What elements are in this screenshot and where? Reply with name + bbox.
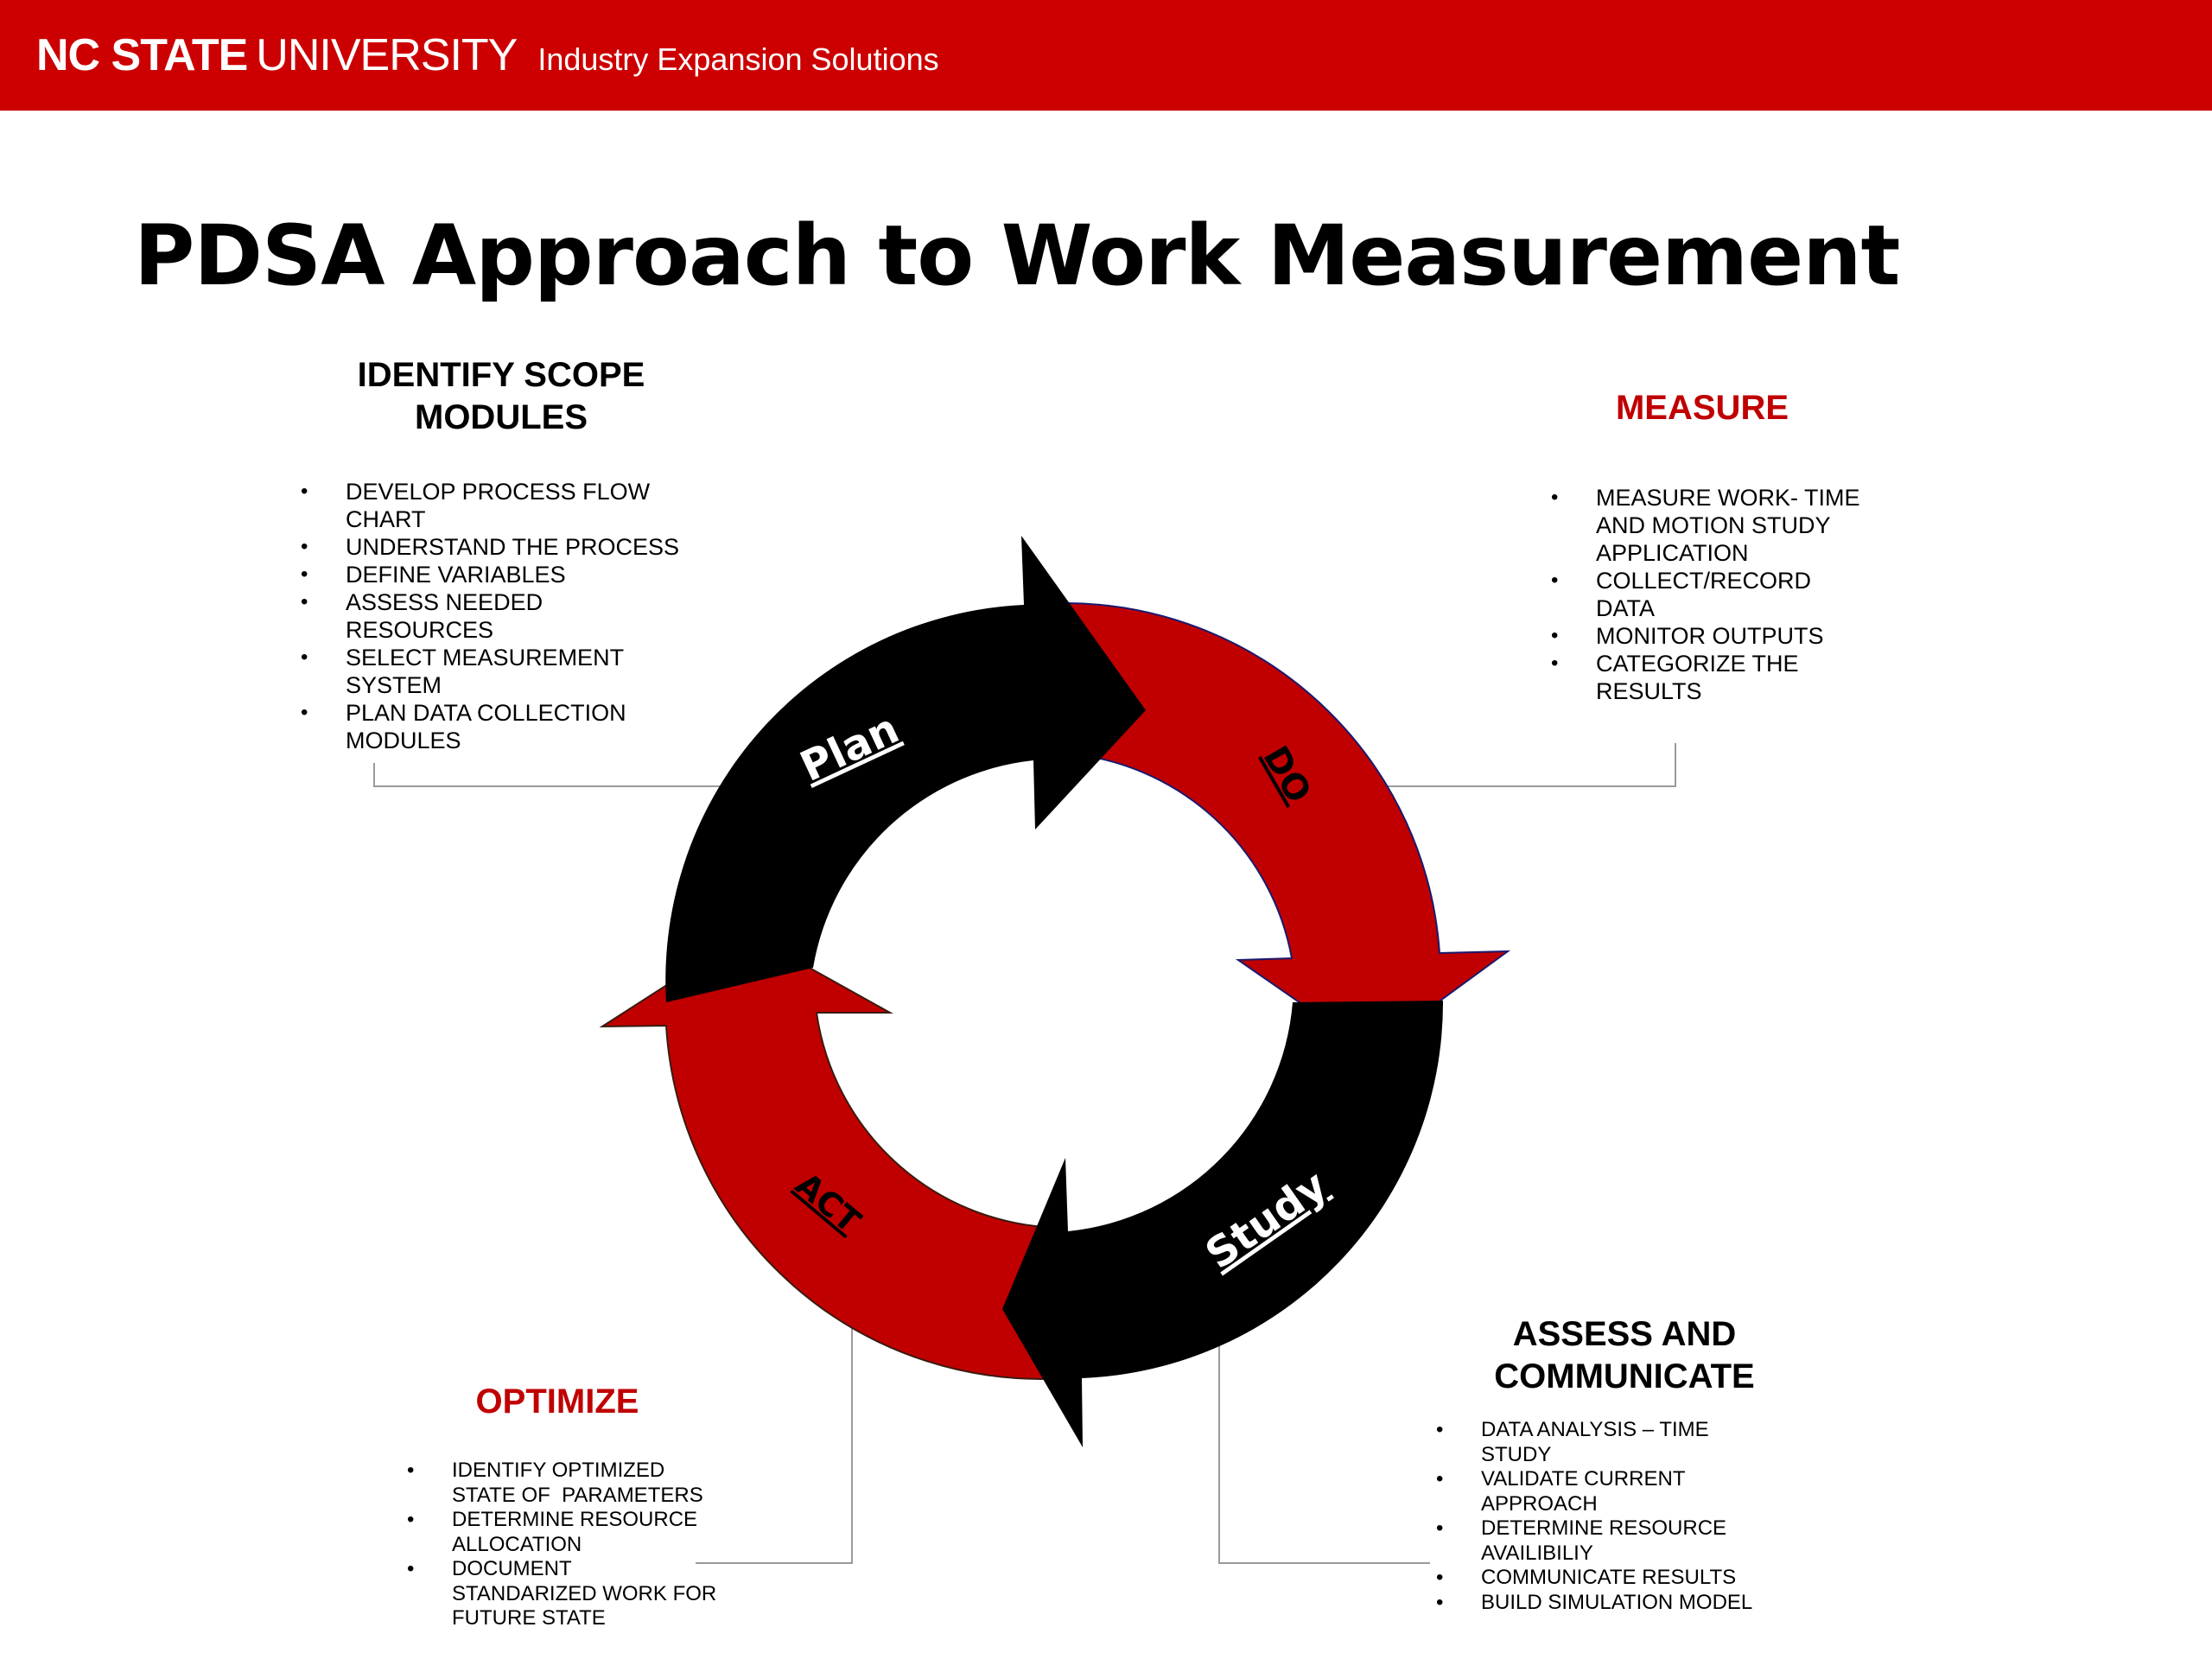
item-line: FUTURE STATE [452,1606,606,1630]
slide-title: PDSA Approach to Work Measurement [134,207,1900,304]
item-line: • ASSESS NEEDED [346,589,543,615]
list-item [1551,650,1914,705]
item-line: RESULTS [1596,678,1702,704]
assess-heading [1452,1313,1797,1398]
list-item [301,699,715,754]
list-item [1436,1467,1799,1516]
item-line: • COLLECT/RECORD [1596,568,1812,594]
item-line: DATA [1596,595,1656,621]
item-line: • UNDERSTAND THE PROCESS [346,534,680,560]
item-line: STUDY [1481,1442,1552,1466]
optimize-list [407,1459,770,1631]
item-line: • VALIDATE CURRENT [1481,1467,1686,1491]
item-line: • MONITOR OUTPUTS [1596,623,1824,649]
item-line: • COMMUNICATE RESULTS [1481,1566,1737,1589]
list-item [1551,484,1914,567]
brand-light-text: UNIVERSITY [256,30,518,80]
list-item [1436,1418,1799,1467]
item-line: STATE OF PARAMETERS [452,1483,703,1507]
identify-list [301,478,715,754]
item-line: • DETERMINE RESOURCE [452,1508,698,1531]
item-line: APPLICATION [1596,540,1749,566]
item-line: • DATA ANALYSIS – TIME [1481,1418,1709,1441]
list-item [407,1508,770,1557]
act-label: ACT [788,1165,868,1241]
list-item [301,644,715,699]
item-line: • DEFINE VARIABLES [346,562,566,588]
heading-line: COMMUNICATE [1494,1357,1755,1395]
list-item [1436,1591,1799,1616]
brand-bold-text: NC STATE [36,30,248,80]
list-item [407,1459,770,1508]
item-line: • MEASURE WORK- TIME [1596,485,1860,511]
heading-line: IDENTIFY SCOPE [357,356,645,394]
heading-line: OPTIMIZE [475,1382,639,1421]
item-line: • PLAN DATA COLLECTION [346,700,626,726]
assess-list [1436,1418,1799,1615]
item-line: • SELECT MEASUREMENT [346,645,625,671]
list-item [1436,1516,1799,1566]
list-item [1436,1566,1799,1591]
item-line: AVAILIBILIY [1481,1541,1593,1565]
list-item [301,588,715,644]
item-line: • DOCUMENT [452,1557,572,1580]
measure-heading [1564,387,1840,429]
item-line: STANDARIZED WORK FOR [452,1581,717,1605]
plan-label: Plan [792,704,906,791]
item-line: SYSTEM [346,672,442,698]
list-item [407,1557,770,1631]
item-line: • DETERMINE RESOURCE [1481,1516,1727,1540]
optimize-heading [428,1381,687,1423]
list-item [1551,567,1914,622]
identify-heading [320,354,683,439]
list-item [301,533,715,561]
measure-list [1551,484,1914,705]
item-line: ALLOCATION [452,1532,582,1556]
study-label: Study [1197,1160,1337,1279]
header-subtitle: Industry Expansion Solutions [537,41,939,77]
do-arrow [1067,603,1508,1052]
item-line: • IDENTIFY OPTIMIZED [452,1459,665,1482]
item-line: AND MOTION STUDY [1596,512,1831,538]
item-line: MODULES [346,728,461,753]
item-line: • BUILD SIMULATION MODEL [1481,1590,1753,1614]
item-line: APPROACH [1481,1491,1598,1516]
heading-line: MEASURE [1615,389,1789,427]
heading-line: MODULES [415,398,588,436]
heading-line: ASSESS AND [1512,1315,1737,1353]
do-label: DO [1255,739,1319,810]
list-item [1551,622,1914,650]
item-line: • CATEGORIZE THE [1596,651,1799,677]
item-line: • DEVELOP PROCESS FLOW [346,479,651,505]
item-line: CHART [346,506,426,532]
list-item [301,561,715,588]
list-item [301,478,715,533]
item-line: RESOURCES [346,617,494,643]
